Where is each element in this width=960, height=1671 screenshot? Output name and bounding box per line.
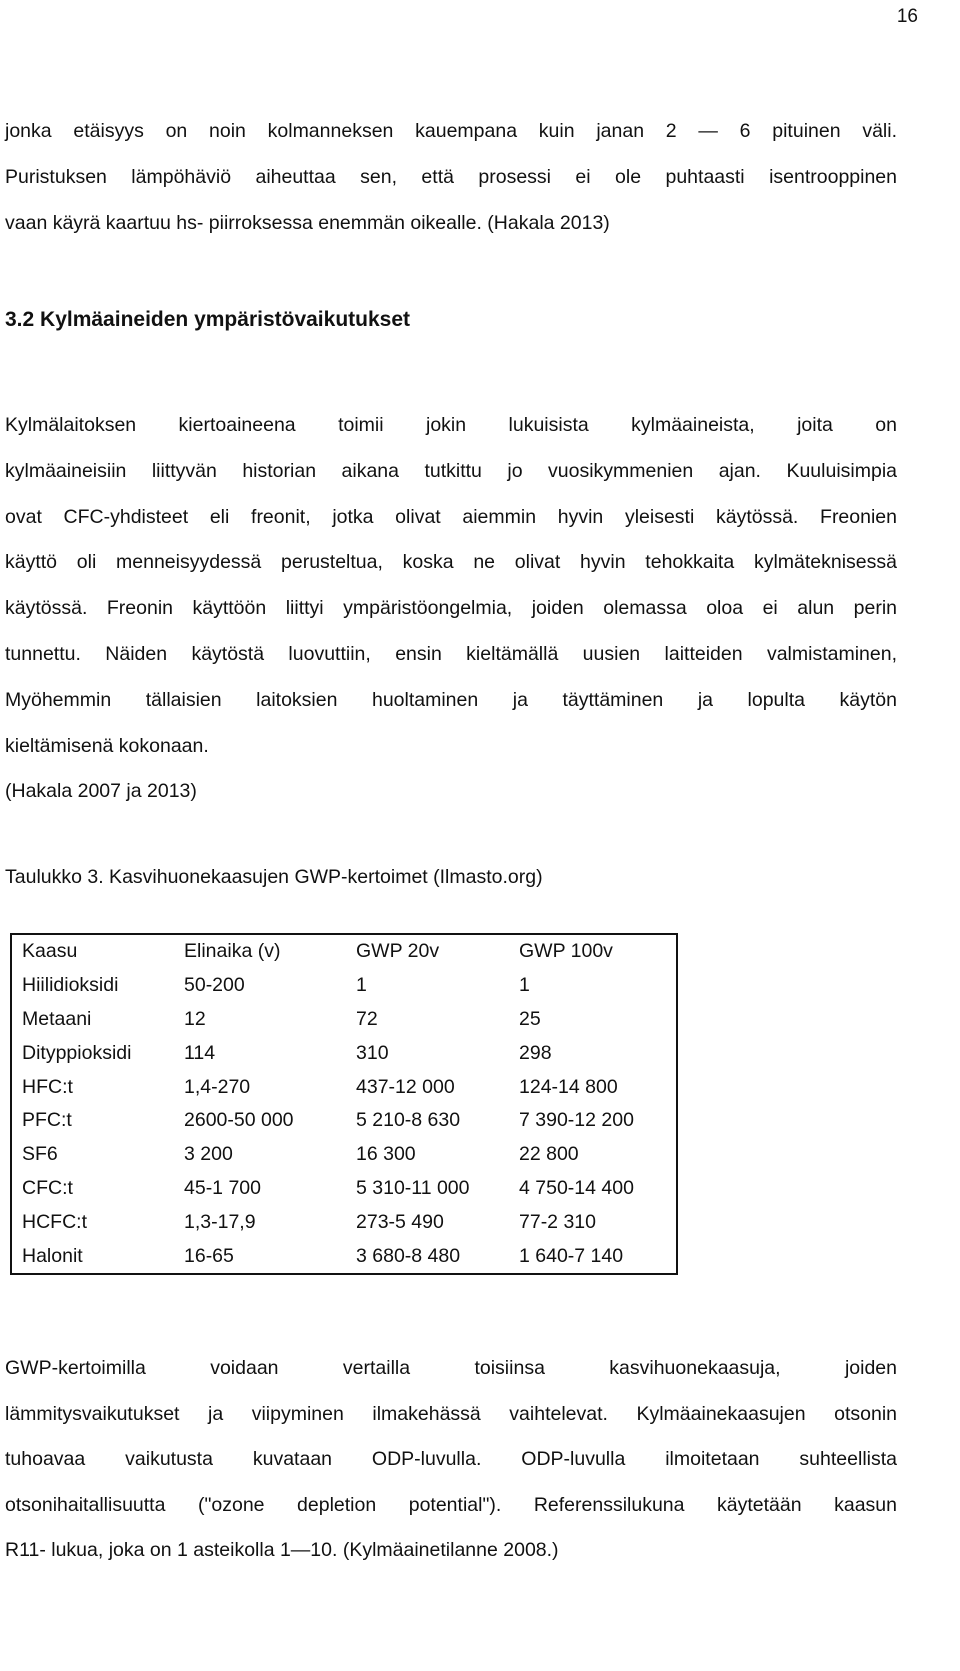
- page-number: 16: [896, 6, 918, 27]
- table-cell: 437-12 000: [356, 1075, 455, 1098]
- table-cell: Metaani: [22, 1007, 92, 1030]
- text-line: vaan käyrä kaartuu hs- piirroksessa enemmän oikealle. (Hakala 2013): [5, 212, 610, 234]
- table-row: [11, 1036, 677, 1070]
- table-cell: 114: [184, 1041, 216, 1064]
- text-line: Kylmälaitoksen kiertoaineena toimii jokin lukuisista kylmäaineista, joita on: [5, 414, 897, 436]
- table-cell: HCFC:t: [22, 1210, 87, 1233]
- text-line: käyttö oli menneisyydessä perusteltua, koska ne olivat hyvin tehokkaita kylmäteknisessä: [5, 551, 897, 574]
- paragraph-refrigerants: [5, 403, 897, 815]
- section-heading: 3.2 Kylmäaineiden ympäristövaikutukset: [5, 308, 410, 331]
- table-cell: 3 200: [184, 1143, 233, 1166]
- table-cell: 298: [519, 1041, 552, 1064]
- gwp-table: [10, 933, 678, 1275]
- table-cell: 25: [519, 1007, 541, 1030]
- text-line: tunnettu. Näiden käytöstä luovuttiin, ensin kieltämällä uusien laitteiden valmistaminen,: [5, 642, 897, 665]
- table-cell: Halonit: [22, 1244, 83, 1267]
- table-cell: 16 300: [356, 1143, 416, 1166]
- table-cell: 4 750-14 400: [519, 1176, 634, 1199]
- text-line: GWP-kertoimilla voidaan vertailla toisiinsa kasvihuonekaasuja, joiden: [5, 1357, 897, 1379]
- table-caption: Taulukko 3. Kasvihuonekaasujen GWP-kertoimet (Ilmasto.org): [5, 866, 543, 888]
- table-row: [11, 1172, 677, 1206]
- table-cell: 124-14 800: [519, 1075, 618, 1098]
- text-line: lämmitysvaikutukset ja viipyminen ilmakehässä vaihtelevat. Kylmäainekaasujen otsonin: [5, 1402, 897, 1425]
- table-cell: CFC:t: [22, 1176, 73, 1199]
- table-row: [11, 1070, 677, 1104]
- text-line: R11- lukua, joka on 1 asteikolla 1—10. (Kylmäainetilanne 2008.): [5, 1539, 559, 1561]
- table-row: [11, 1104, 677, 1138]
- table-cell: 1 640-7 140: [519, 1244, 624, 1267]
- table-row: [11, 1239, 677, 1274]
- table-cell: HFC:t: [22, 1075, 73, 1098]
- table-header-cell: GWP 20v: [356, 940, 440, 963]
- table-cell: PFC:t: [22, 1109, 72, 1132]
- table-header-cell: GWP 100v: [519, 940, 613, 963]
- paragraph-intro: [5, 108, 897, 246]
- table-row: [11, 1205, 677, 1239]
- table-cell: 16-65: [184, 1244, 234, 1267]
- table-cell: 72: [356, 1007, 378, 1030]
- table-cell: 310: [356, 1041, 389, 1064]
- text-line: kieltämisenä kokonaan.: [5, 734, 209, 757]
- text-line: ovat CFC-yhdisteet eli freonit, jotka olivat aiemmin hyvin yleisesti käytössä. Freonien: [5, 505, 897, 528]
- table-header-row: [11, 934, 677, 969]
- text-line: käytössä. Freonin käyttöön liittyi ympäristöongelmia, joiden olemassa oloa ei alun perin: [5, 597, 897, 620]
- table-cell: 77-2 310: [519, 1210, 596, 1233]
- table-cell: 5 310-11 000: [356, 1176, 470, 1199]
- table-cell: 45-1 700: [184, 1176, 261, 1199]
- table-cell: 50-200: [184, 974, 245, 997]
- table-header-cell: Kaasu: [22, 940, 78, 963]
- text-line: tuhoavaa vaikutusta kuvataan ODP-luvulla. ODP-luvulla ilmoitetaan suhteellista: [5, 1448, 897, 1470]
- table-cell: 12: [184, 1007, 206, 1030]
- table-cell: 1: [356, 974, 367, 997]
- text-line: kylmäaineisiin liittyvän historian aikana tutkittu jo vuosikymmenien ajan. Kuuluisimpia: [5, 459, 897, 482]
- paragraph-gwp: [5, 1346, 897, 1574]
- table-cell: Hiilidioksidi: [22, 974, 119, 997]
- table-cell: 7 390-12 200: [519, 1109, 634, 1132]
- text-line: jonka etäisyys on noin kolmanneksen kauempana kuin janan 2 — 6 pituinen väli.: [5, 120, 897, 142]
- table-cell: Dityppioksidi: [22, 1041, 132, 1064]
- table-cell: 273-5 490: [356, 1210, 444, 1233]
- table-cell: 3 680-8 480: [356, 1244, 461, 1267]
- table-cell: 1,4-270: [184, 1075, 251, 1098]
- table-header-cell: Elinaika (v): [184, 940, 281, 963]
- table-cell: 22 800: [519, 1143, 579, 1166]
- citation-line: (Hakala 2007 ja 2013): [5, 780, 197, 803]
- table-row: [11, 1138, 677, 1172]
- table-cell: 1: [519, 974, 530, 997]
- text-line: Myöhemmin tällaisien laitoksien huoltaminen ja täyttäminen ja lopulta käytön: [5, 688, 897, 711]
- text-line: otsonihaitallisuutta ("ozone depletion potential"). Referenssilukuna käytetään kaasun: [5, 1493, 897, 1516]
- text-line: Puristuksen lämpöhäviö aiheuttaa sen, että prosessi ei ole puhtaasti isentrooppinen: [5, 166, 897, 188]
- table-cell: 2600-50 000: [184, 1109, 294, 1132]
- table-cell: SF6: [22, 1143, 58, 1166]
- table-cell: 5 210-8 630: [356, 1109, 461, 1132]
- table-row: [11, 1003, 677, 1037]
- table-cell: 1,3-17,9: [184, 1210, 256, 1233]
- table-row: [11, 969, 677, 1003]
